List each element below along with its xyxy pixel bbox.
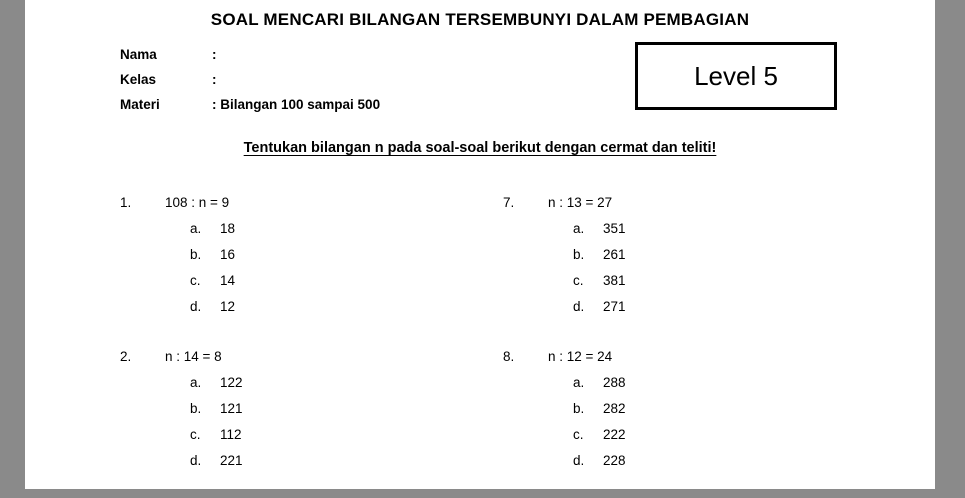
- question-column-right: [503, 190, 883, 498]
- question-text: n : 13 = 27: [548, 195, 613, 210]
- answer-option[interactable]: [120, 216, 500, 242]
- option-text: 222: [603, 427, 626, 442]
- option-text: 228: [603, 453, 626, 468]
- questions-area: [25, 190, 935, 489]
- meta-row-nama: [120, 42, 380, 67]
- option-text: 271: [603, 299, 626, 314]
- document-page: [25, 0, 935, 489]
- meta-label-kelas: Kelas: [120, 72, 157, 87]
- option-letter: c.: [573, 427, 584, 442]
- option-text: 381: [603, 273, 626, 288]
- option-letter: a.: [190, 375, 202, 390]
- question-item: [120, 344, 500, 474]
- option-letter: a.: [573, 221, 585, 236]
- option-letter: c.: [573, 273, 584, 288]
- question-item: [120, 190, 500, 320]
- option-letter: a.: [573, 375, 585, 390]
- answer-option[interactable]: [120, 422, 500, 448]
- question-text: n : 12 = 24: [548, 349, 613, 364]
- option-text: 122: [220, 375, 243, 390]
- answer-option[interactable]: [120, 294, 500, 320]
- option-letter: b.: [573, 247, 585, 262]
- instruction-label: Tentukan bilangan n pada soal-soal berikut dengan cermat dan teliti!: [243, 140, 717, 156]
- question-column-left: [120, 190, 500, 498]
- option-text: 221: [220, 453, 243, 468]
- option-text: 18: [220, 221, 236, 236]
- option-letter: b.: [573, 401, 585, 416]
- meta-value-nama: :: [212, 47, 217, 62]
- option-text: 12: [220, 299, 236, 314]
- answer-option[interactable]: [503, 448, 883, 474]
- answer-option[interactable]: [503, 370, 883, 396]
- instruction-text: [25, 140, 935, 156]
- answer-option[interactable]: [503, 216, 883, 242]
- question-text: 108 : n = 9: [165, 195, 230, 210]
- answer-option[interactable]: [120, 448, 500, 474]
- student-info-block: [120, 42, 380, 117]
- meta-row-kelas: [120, 67, 380, 92]
- question-header: [120, 344, 500, 370]
- meta-value-materi: : Bilangan 100 sampai 500: [212, 97, 381, 112]
- question-header: [503, 344, 883, 370]
- option-text: 288: [603, 375, 626, 390]
- option-text: 14: [220, 273, 236, 288]
- meta-label-materi: Materi: [120, 97, 160, 112]
- option-letter: b.: [190, 401, 202, 416]
- option-letter: a.: [190, 221, 202, 236]
- answer-option[interactable]: [120, 242, 500, 268]
- question-number: 1.: [120, 195, 132, 210]
- level-badge: [635, 42, 837, 110]
- meta-value-kelas: :: [212, 72, 217, 87]
- question-number: 2.: [120, 349, 132, 364]
- option-text: 351: [603, 221, 626, 236]
- option-letter: d.: [573, 299, 585, 314]
- answer-option[interactable]: [503, 242, 883, 268]
- question-header: [503, 190, 883, 216]
- option-letter: d.: [190, 453, 202, 468]
- option-text: 16: [220, 247, 236, 262]
- level-label: Level 5: [694, 60, 778, 91]
- answer-option[interactable]: [503, 294, 883, 320]
- option-letter: d.: [190, 299, 202, 314]
- meta-row-materi: [120, 92, 380, 117]
- answer-option[interactable]: [503, 396, 883, 422]
- question-number: 7.: [503, 195, 515, 210]
- answer-option[interactable]: [503, 422, 883, 448]
- option-letter: c.: [190, 273, 201, 288]
- question-text: n : 14 = 8: [165, 349, 222, 364]
- question-item: [503, 344, 883, 474]
- option-text: 282: [603, 401, 626, 416]
- question-number: 8.: [503, 349, 515, 364]
- question-header: [120, 190, 500, 216]
- option-letter: d.: [573, 453, 585, 468]
- answer-option[interactable]: [120, 370, 500, 396]
- option-letter: b.: [190, 247, 202, 262]
- option-text: 121: [220, 401, 243, 416]
- option-text: 261: [603, 247, 626, 262]
- option-letter: c.: [190, 427, 201, 442]
- meta-label-nama: Nama: [120, 47, 157, 62]
- answer-option[interactable]: [503, 268, 883, 294]
- page-title: SOAL MENCARI BILANGAN TERSEMBUNYI DALAM PEMBAGIAN: [210, 10, 750, 29]
- answer-option[interactable]: [120, 268, 500, 294]
- option-text: 112: [220, 427, 242, 442]
- answer-option[interactable]: [120, 396, 500, 422]
- question-item: [503, 190, 883, 320]
